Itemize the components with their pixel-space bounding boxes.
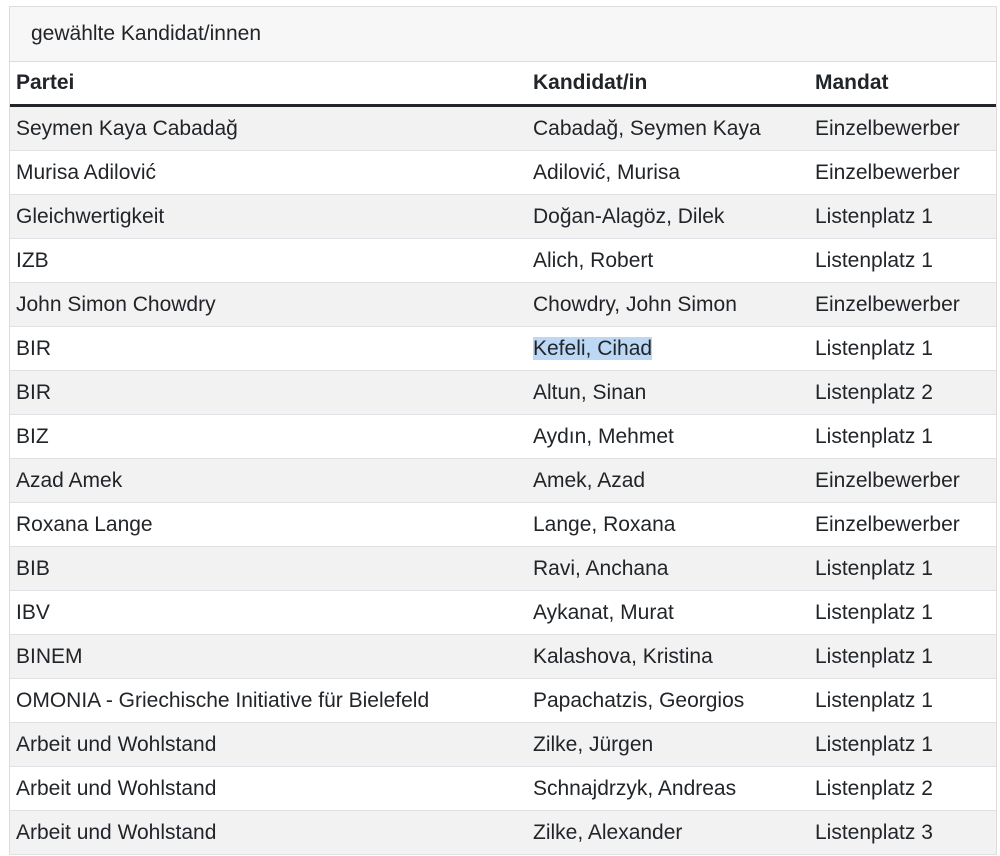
party-cell — [10, 371, 527, 415]
candidate-cell-text: Adilović, Murisa — [533, 160, 681, 184]
party-cell — [10, 415, 527, 459]
mandate-cell — [809, 591, 996, 635]
party-cell — [10, 547, 527, 591]
candidate-cell-text: Kalashova, Kristina — [533, 644, 713, 668]
mandate-cell — [809, 503, 996, 547]
candidate-cell-text: Schnajdrzyk, Andreas — [533, 776, 737, 800]
mandate-cell — [809, 239, 996, 283]
party-cell-text: BIZ — [16, 424, 49, 448]
table-row — [10, 283, 996, 327]
mandate-cell-text: Listenplatz 1 — [815, 600, 933, 624]
column-header-partei[interactable]: Partei — [10, 62, 527, 106]
selected-text-highlight: Kefeli, Cihad — [533, 336, 653, 360]
party-cell-text: BIB — [16, 556, 50, 580]
candidate-cell — [527, 106, 809, 151]
party-cell-text: IZB — [16, 248, 49, 272]
table-row — [10, 723, 996, 767]
panel-title: gewählte Kandidat/innen — [10, 7, 996, 62]
table-row — [10, 327, 996, 371]
mandate-cell-text: Einzelbewerber — [815, 292, 960, 316]
candidate-cell-text: Amek, Azad — [533, 468, 646, 492]
mandate-cell — [809, 195, 996, 239]
party-cell — [10, 723, 527, 767]
party-cell-text: BIR — [16, 380, 52, 404]
party-cell — [10, 327, 527, 371]
mandate-cell — [809, 371, 996, 415]
candidate-cell — [527, 503, 809, 547]
candidate-cell — [527, 327, 809, 371]
party-cell — [10, 811, 527, 855]
candidate-cell-text: Lange, Roxana — [533, 512, 676, 536]
party-cell-text: Gleichwertigkeit — [16, 204, 165, 228]
table-row — [10, 635, 996, 679]
table-row — [10, 415, 996, 459]
party-cell — [10, 283, 527, 327]
table-row — [10, 371, 996, 415]
table-row — [10, 106, 996, 151]
party-cell-text: Arbeit und Wohlstand — [16, 776, 217, 800]
candidate-cell — [527, 679, 809, 723]
candidate-cell — [527, 723, 809, 767]
candidate-cell — [527, 635, 809, 679]
header-row — [10, 62, 996, 106]
candidate-cell-text: Aydın, Mehmet — [533, 424, 674, 448]
candidate-cell-text: Alich, Robert — [533, 248, 654, 272]
party-cell-text: Roxana Lange — [16, 512, 153, 536]
party-cell — [10, 459, 527, 503]
party-cell — [10, 591, 527, 635]
candidate-cell — [527, 459, 809, 503]
candidate-cell — [527, 283, 809, 327]
party-cell-text: Seymen Kaya Cabadağ — [16, 116, 238, 140]
mandate-cell — [809, 415, 996, 459]
candidate-cell — [527, 811, 809, 855]
candidate-cell — [527, 239, 809, 283]
party-cell — [10, 503, 527, 547]
table-row — [10, 811, 996, 855]
party-cell-text: IBV — [16, 600, 50, 624]
party-cell — [10, 106, 527, 151]
table-row — [10, 239, 996, 283]
candidate-cell-text: Doğan-Alagöz, Dilek — [533, 204, 725, 228]
candidate-cell — [527, 415, 809, 459]
candidate-cell — [527, 547, 809, 591]
candidate-cell — [527, 195, 809, 239]
mandate-cell-text: Einzelbewerber — [815, 468, 960, 492]
mandate-cell — [809, 635, 996, 679]
candidate-cell-text: Zilke, Alexander — [533, 820, 683, 844]
mandate-cell-text: Listenplatz 2 — [815, 380, 933, 404]
mandate-cell-text: Listenplatz 1 — [815, 644, 933, 668]
elected-candidates-panel — [9, 6, 997, 855]
table-row — [10, 679, 996, 723]
mandate-cell-text: Listenplatz 1 — [815, 732, 933, 756]
candidate-cell — [527, 371, 809, 415]
mandate-cell-text: Listenplatz 1 — [815, 336, 933, 360]
mandate-cell-text: Listenplatz 3 — [815, 820, 933, 844]
candidate-cell-text: Papachatzis, Georgios — [533, 688, 745, 712]
mandate-cell — [809, 547, 996, 591]
table-row — [10, 767, 996, 811]
table-header — [10, 62, 996, 106]
mandate-cell-text: Listenplatz 2 — [815, 776, 933, 800]
party-cell-text: Arbeit und Wohlstand — [16, 820, 217, 844]
table-body — [10, 106, 996, 855]
candidate-cell-text: Aykanat, Murat — [533, 600, 674, 624]
party-cell — [10, 151, 527, 195]
mandate-cell-text: Einzelbewerber — [815, 160, 960, 184]
party-cell — [10, 195, 527, 239]
mandate-cell-text: Einzelbewerber — [815, 512, 960, 536]
column-header-mandat[interactable]: Mandat — [809, 62, 996, 106]
party-cell-text: John Simon Chowdry — [16, 292, 216, 316]
mandate-cell — [809, 811, 996, 855]
mandate-cell — [809, 459, 996, 503]
mandate-cell — [809, 679, 996, 723]
candidate-cell-text: Chowdry, John Simon — [533, 292, 737, 316]
candidate-cell-text: Cabadağ, Seymen Kaya — [533, 116, 761, 140]
mandate-cell-text: Listenplatz 1 — [815, 248, 933, 272]
mandate-cell — [809, 283, 996, 327]
mandate-cell-text: Listenplatz 1 — [815, 556, 933, 580]
mandate-cell-text: Listenplatz 1 — [815, 204, 933, 228]
party-cell-text: OMONIA - Griechische Initiative für Bielefeld — [16, 688, 430, 712]
table-row — [10, 151, 996, 195]
party-cell — [10, 239, 527, 283]
table-row — [10, 459, 996, 503]
party-cell-text: BINEM — [16, 644, 83, 668]
mandate-cell — [809, 151, 996, 195]
party-cell-text: Murisa Adilović — [16, 160, 157, 184]
table-row — [10, 503, 996, 547]
mandate-cell-text: Listenplatz 1 — [815, 424, 933, 448]
candidate-cell — [527, 767, 809, 811]
candidate-cell-text: Zilke, Jürgen — [533, 732, 654, 756]
table-row — [10, 591, 996, 635]
party-cell — [10, 767, 527, 811]
candidate-cell-text: Altun, Sinan — [533, 380, 647, 404]
party-cell-text: Azad Amek — [16, 468, 123, 492]
column-header-kandidat[interactable]: Kandidat/in — [527, 62, 809, 106]
party-cell — [10, 679, 527, 723]
candidates-table — [10, 62, 996, 855]
mandate-cell — [809, 723, 996, 767]
table-row — [10, 547, 996, 591]
party-cell-text: BIR — [16, 336, 52, 360]
party-cell-text: Arbeit und Wohlstand — [16, 732, 217, 756]
candidate-cell — [527, 591, 809, 635]
mandate-cell-text: Listenplatz 1 — [815, 688, 933, 712]
mandate-cell — [809, 327, 996, 371]
mandate-cell — [809, 767, 996, 811]
candidate-cell — [527, 151, 809, 195]
mandate-cell-text: Einzelbewerber — [815, 116, 960, 140]
candidate-cell-text: Ravi, Anchana — [533, 556, 669, 580]
mandate-cell — [809, 106, 996, 151]
party-cell — [10, 635, 527, 679]
table-row — [10, 195, 996, 239]
